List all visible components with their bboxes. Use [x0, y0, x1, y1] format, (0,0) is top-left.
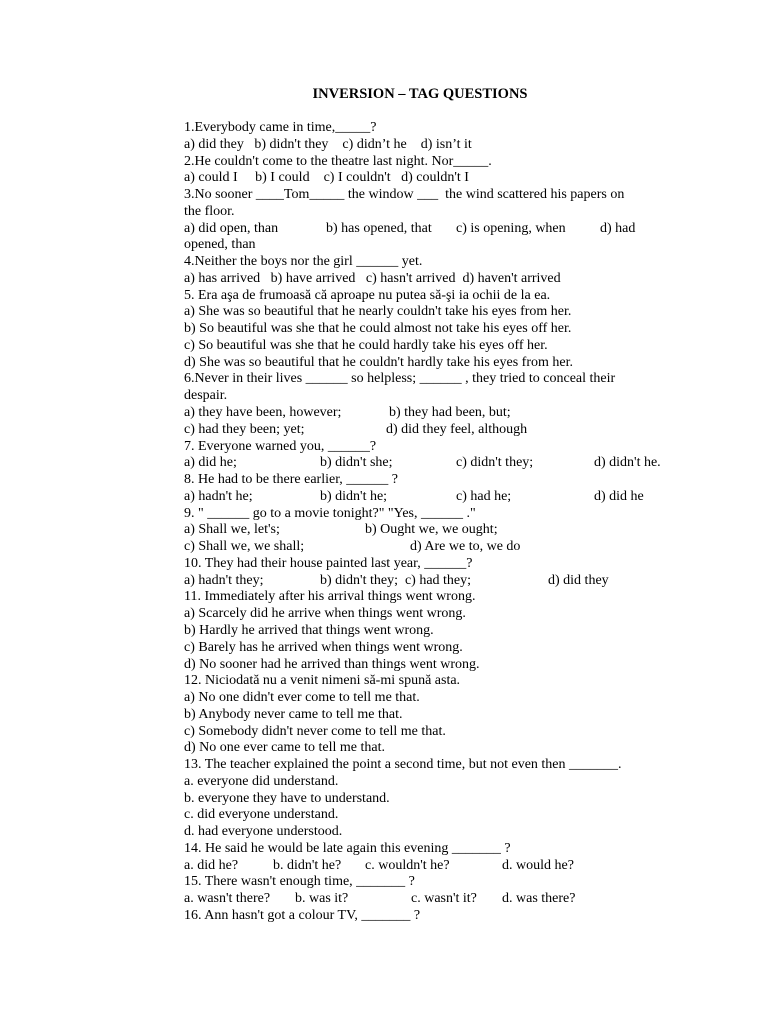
text-line — [184, 405, 684, 422]
text-line — [184, 371, 684, 388]
text-line — [184, 455, 684, 472]
option-text: d) did he — [594, 488, 644, 504]
line-text: b) Anybody never came to tell me that. — [184, 706, 403, 722]
text-line — [184, 338, 684, 355]
text-line — [184, 388, 684, 405]
line-text: 7. Everyone warned you, ______? — [184, 438, 377, 454]
text-line — [184, 556, 684, 573]
text-line — [184, 841, 684, 858]
line-text: a) could I b) I could c) I couldn't d) couldn't I — [184, 170, 469, 186]
text-line — [184, 522, 684, 539]
text-line — [184, 673, 684, 690]
text-line — [184, 221, 684, 238]
text-line — [184, 891, 684, 908]
option-text: c. wouldn't he? — [365, 857, 450, 873]
text-line — [184, 472, 684, 489]
text-line — [184, 740, 684, 757]
option-text: d. would he? — [502, 857, 574, 873]
option-text: b. was it? — [295, 891, 349, 907]
option-text: d. was there? — [502, 891, 576, 907]
text-line — [184, 439, 684, 456]
option-text: d) Are we to, we do — [410, 539, 521, 555]
line-text: b) Hardly he arrived that things went wrong. — [184, 622, 434, 638]
line-text: d. had everyone understood. — [184, 824, 343, 840]
option-text: c) didn't they; — [456, 455, 534, 471]
text-line — [184, 707, 684, 724]
text-line — [184, 573, 684, 590]
line-text: 11. Immediately after his arrival things went wrong. — [184, 589, 476, 605]
option-text: a) did he; — [184, 455, 237, 471]
text-line — [184, 288, 684, 305]
option-text: b. didn't he? — [273, 857, 342, 873]
option-text: d) had — [600, 220, 636, 236]
question-list — [184, 120, 684, 925]
line-text: a) Scarcely did he arrive when things went wrong. — [184, 606, 466, 622]
option-text: c) is opening, when — [456, 220, 566, 236]
text-line — [184, 623, 684, 640]
option-text: b) has opened, that — [326, 220, 432, 236]
option-text: b) Ought we, we ought; — [365, 522, 498, 538]
option-text: d) didn't he. — [594, 455, 661, 471]
text-line — [184, 120, 684, 137]
text-line — [184, 422, 684, 439]
option-text: d) did they — [548, 572, 609, 588]
line-text: the floor. — [184, 203, 235, 219]
option-text: a) Shall we, let's; — [184, 522, 280, 538]
text-line — [184, 824, 684, 841]
text-line — [184, 154, 684, 171]
option-text: c. wasn't it? — [411, 891, 477, 907]
option-text: c) Shall we, we shall; — [184, 539, 305, 555]
line-text: 4.Neither the boys nor the girl ______ yet. — [184, 254, 423, 270]
line-text: c) Somebody didn't never come to tell me that. — [184, 723, 446, 739]
text-line — [184, 355, 684, 372]
line-text: a) has arrived b) have arrived c) hasn't arrived d) haven't arrived — [184, 270, 561, 286]
line-text: 9. " ______ go to a movie tonight?" "Yes, ______ ." — [184, 505, 476, 521]
option-text: a) did open, than — [184, 220, 279, 236]
line-text: 13. The teacher explained the point a second time, but not even then _______. — [184, 757, 622, 773]
option-text: a. wasn't there? — [184, 891, 271, 907]
option-text: d) did they feel, although — [386, 421, 528, 437]
text-line — [184, 606, 684, 623]
text-line — [184, 657, 684, 674]
option-text: c) had he; — [456, 488, 512, 504]
line-text: 12. Niciodată nu a venit nimeni să-mi spună asta. — [184, 673, 461, 689]
text-line — [184, 489, 684, 506]
text-line — [184, 724, 684, 741]
line-text: d) No sooner had he arrived than things went wrong. — [184, 656, 480, 672]
line-text: d) No one ever came to tell me that. — [184, 740, 385, 756]
text-line — [184, 204, 684, 221]
text-line — [184, 640, 684, 657]
line-text: a) No one didn't ever come to tell me that. — [184, 690, 420, 706]
option-text: a) they have been, however; — [184, 405, 342, 421]
line-text: c) So beautiful was she that he could hardly take his eyes off her. — [184, 337, 548, 353]
text-line — [184, 304, 684, 321]
line-text: 8. He had to be there earlier, ______ ? — [184, 472, 399, 488]
text-line — [184, 271, 684, 288]
line-text: c) Barely has he arrived when things went wrong. — [184, 639, 463, 655]
line-text: 2.He couldn't come to the theatre last night. Nor_____. — [184, 153, 492, 169]
line-text: 3.No sooner ____Tom_____ the window ___ the wind scattered his papers on — [184, 187, 625, 203]
text-line — [184, 774, 684, 791]
line-text: b) So beautiful was she that he could almost not take his eyes off her. — [184, 321, 572, 337]
line-text: despair. — [184, 388, 228, 404]
page-title: INVERSION – TAG QUESTIONS — [312, 86, 528, 102]
line-text: a. everyone did understand. — [184, 773, 339, 789]
text-line — [184, 858, 684, 875]
text-line — [184, 690, 684, 707]
line-text: 16. Ann hasn't got a colour TV, _______ ? — [184, 907, 421, 923]
text-line — [184, 321, 684, 338]
text-line — [184, 791, 684, 808]
text-line — [184, 539, 684, 556]
line-text: 5. Era aşa de frumoasă că aproape nu putea să-şi ia ochii de la ea. — [184, 287, 551, 303]
line-text: b. everyone they have to understand. — [184, 790, 390, 806]
option-text: b) didn't she; — [320, 455, 393, 471]
text-line — [184, 137, 684, 154]
line-text: 6.Never in their lives ______ so helpless; ______ , they tried to conceal their — [184, 371, 616, 387]
text-line — [184, 757, 684, 774]
option-text: a) hadn't they; — [184, 572, 264, 588]
option-text: a) hadn't he; — [184, 488, 253, 504]
text-line — [184, 908, 684, 925]
text-line — [184, 170, 684, 187]
line-text: 15. There wasn't enough time, _______ ? — [184, 874, 415, 890]
line-text: 10. They had their house painted last year, ______? — [184, 555, 473, 571]
text-line — [184, 589, 684, 606]
text-line — [184, 874, 684, 891]
option-text: b) they had been, but; — [389, 405, 511, 421]
option-text: b) didn't they; c) had they; — [320, 572, 472, 588]
text-line — [184, 254, 684, 271]
line-text: a) She was so beautiful that he nearly couldn't take his eyes from her. — [184, 304, 572, 320]
line-text: 14. He said he would be late again this evening _______ ? — [184, 840, 511, 856]
option-text: b) didn't he; — [320, 488, 388, 504]
text-line — [184, 506, 684, 523]
text-line — [184, 237, 684, 254]
line-text: a) did they b) didn't they c) didn’t he d) isn’t it — [184, 136, 472, 152]
line-text: opened, than — [184, 237, 256, 253]
option-text: a. did he? — [184, 857, 239, 873]
line-text: d) She was so beautiful that he couldn't hardly take his eyes from her. — [184, 354, 573, 370]
line-text: 1.Everybody came in time,_____? — [184, 120, 377, 135]
text-line — [184, 807, 684, 824]
text-line — [184, 187, 684, 204]
line-text: c. did everyone understand. — [184, 807, 339, 823]
option-text: c) had they been; yet; — [184, 421, 305, 437]
